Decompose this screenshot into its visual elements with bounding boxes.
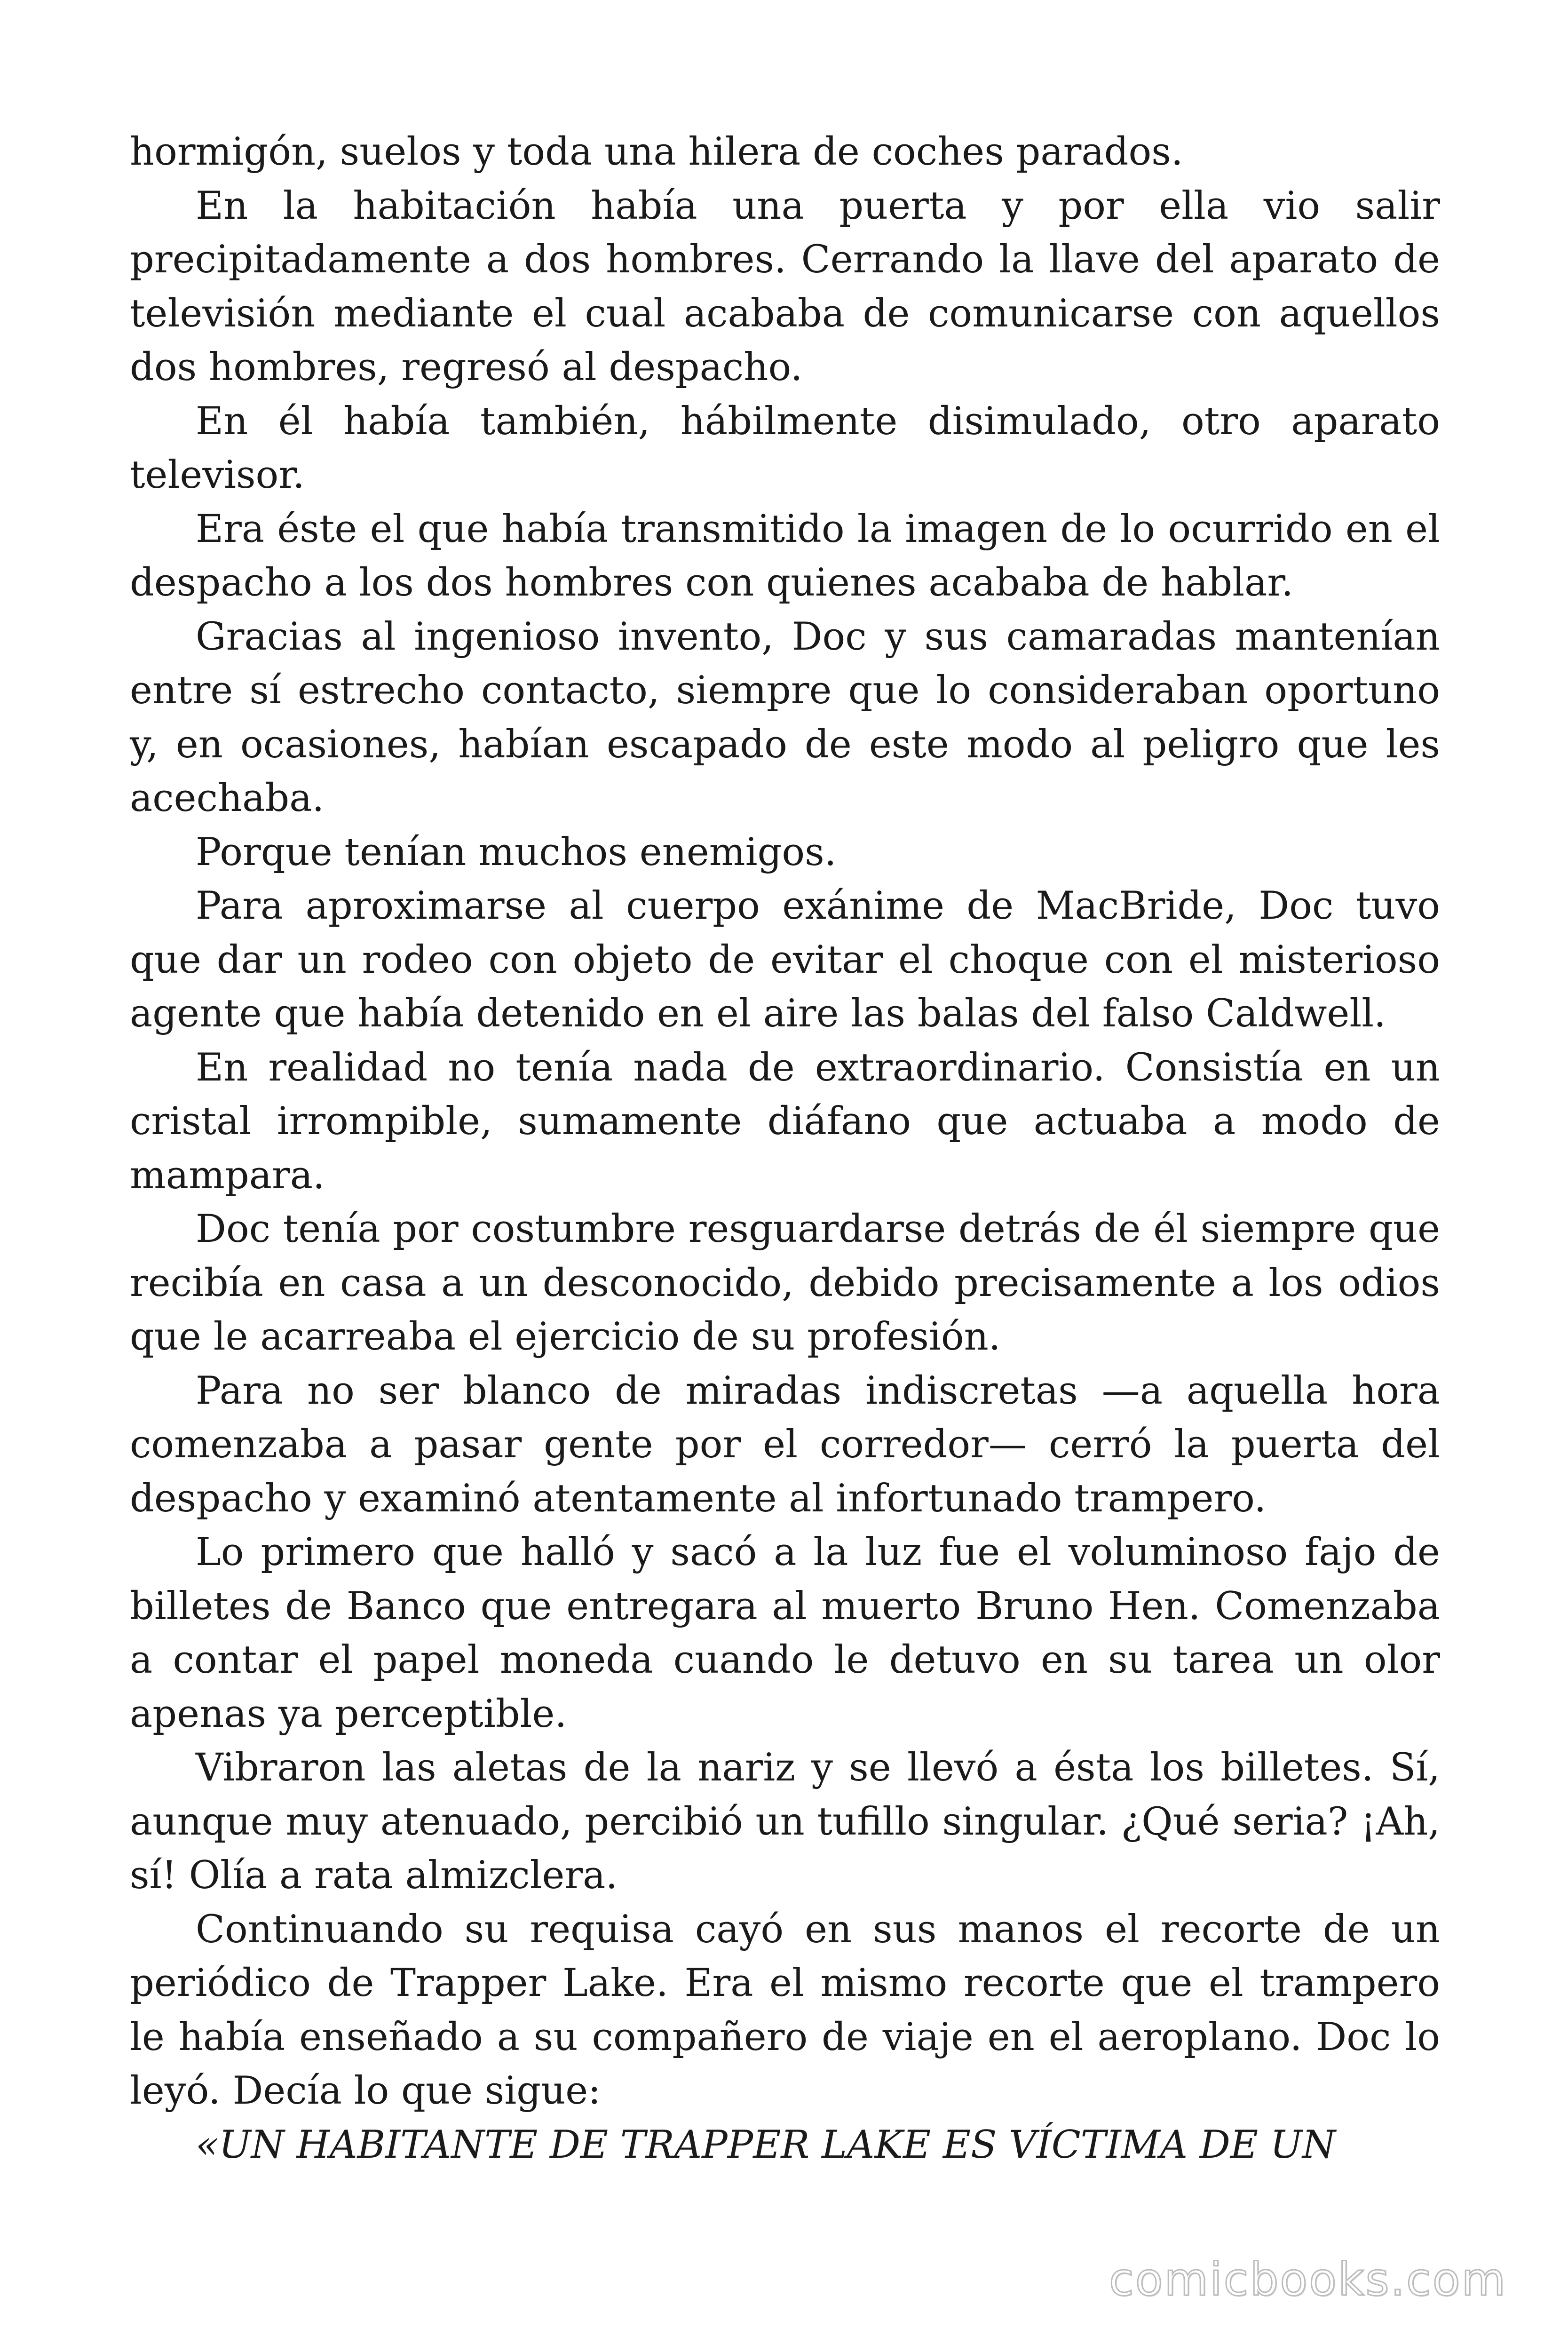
paragraph-6: Porque tenían muchos enemigos. bbox=[196, 830, 837, 874]
paragraph-1: hormigón, suelos y toda una hilera de coches parados. bbox=[130, 130, 1183, 174]
paragraph-11: Lo primero que halló y sacó a la luz fue el voluminoso fajo de billetes de Banco que entregara al muerto Bruno Hen. Comenzaba a contar el papel moneda cuando le detuvo en su tarea un olor apenas ya perceptible. bbox=[130, 1530, 1440, 1736]
paragraph-4: Era éste el que había transmitido la imagen de lo ocurrido en el despacho a los dos hombres con quienes acababa de hablar. bbox=[130, 507, 1440, 605]
paragraph-13: Continuando su requisa cayó en sus manos el recorte de un periódico de Trapper Lake. Era el mismo recorte que el trampero le había enseñado a su compañero de viaje en el aeroplano. Doc lo leyó. Decía lo que sigue: bbox=[130, 1907, 1440, 2113]
body-text bbox=[130, 125, 1440, 2172]
watermark: comicbooks.com bbox=[1109, 2253, 1507, 2306]
paragraph-2: En la habitación había una puerta y por ella vio salir precipitadamente a dos hombres. Cerrando la llave del aparato de televisión mediante el cual acababa de comunicarse con aquellos dos hombres, regresó al despacho. bbox=[130, 183, 1440, 389]
paragraph-3: En él había también, hábilmente disimulado, otro aparato televisor. bbox=[130, 399, 1440, 497]
paragraph-7: Para aproximarse al cuerpo exánime de MacBride, Doc tuvo que dar un rodeo con objeto de evitar el choque con el misterioso agente que había detenido en el aire las balas del falso Caldwell. bbox=[130, 884, 1440, 1036]
paragraph-9: Doc tenía por costumbre resguardarse detrás de él siempre que recibía en casa a un desconocido, debido precisamente a los odios que le acarreaba el ejercicio de su profesión. bbox=[130, 1207, 1440, 1359]
paragraph-8: En realidad no tenía nada de extraordinario. Consistía en un cristal irrompible, sumamente diáfano que actuaba a modo de mampara. bbox=[130, 1045, 1440, 1198]
paragraph-5: Gracias al ingenioso invento, Doc y sus camaradas mantenían entre sí estrecho contacto, siempre que lo consideraban oportuno y, en ocasiones, habían escapado de este modo al peligro que les acechaba. bbox=[130, 614, 1440, 820]
paragraph-12: Vibraron las aletas de la nariz y se llevó a ésta los billetes. Sí, aunque muy atenuado, percibió un tufillo singular. ¿Qué seria? ¡Ah, sí! Olía a rata almizclera. bbox=[130, 1746, 1440, 1898]
paragraph-14-headline: «UN HABITANTE DE TRAPPER LAKE ES VÍCTIMA DE UN bbox=[196, 2122, 1336, 2167]
paragraph-10: Para no ser blanco de miradas indiscretas —a aquella hora comenzaba a pasar gente por el corredor— cerró la puerta del despacho y examinó atentamente al infortunado trampero. bbox=[130, 1368, 1440, 1521]
